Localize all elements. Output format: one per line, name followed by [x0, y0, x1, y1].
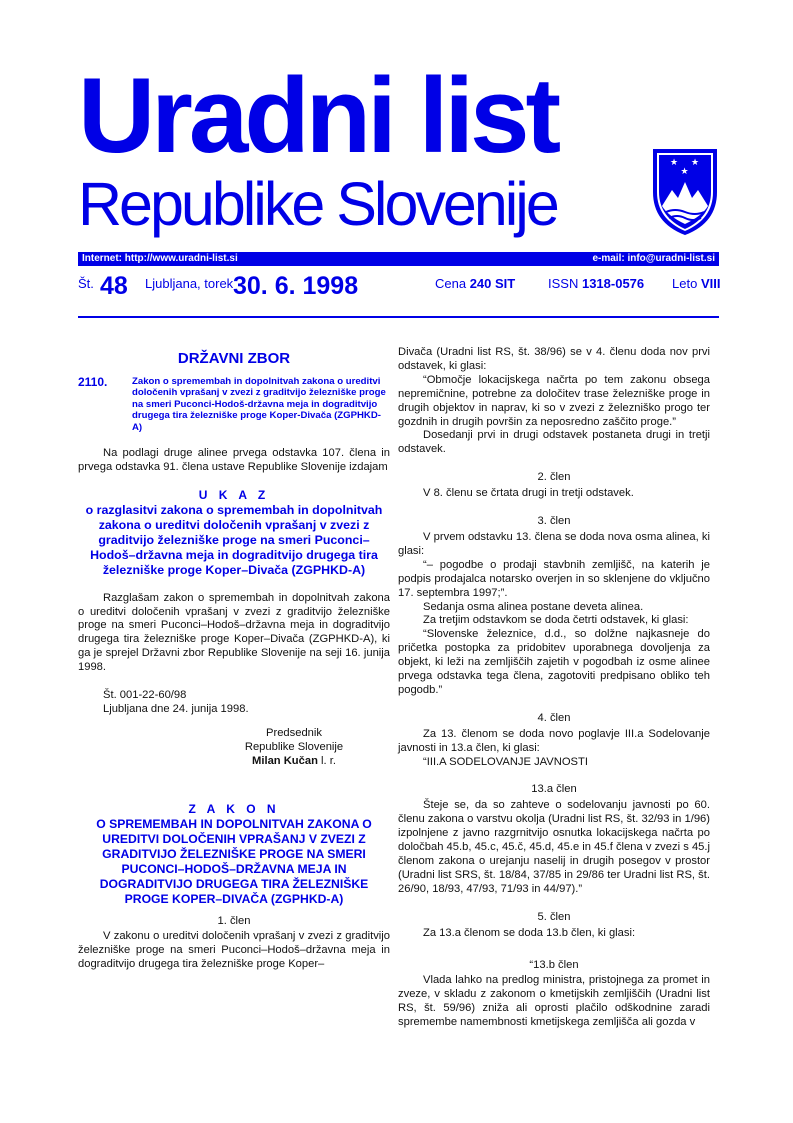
zakon-title: O SPREMEMBAH IN DOPOLNITVAH ZAKONA O UREDITVI DOLOČENIH VPRAŠANJ V ZVEZI Z GRADITVIJO ŽELEZNIŠKE PROGE NA SMERI PUCONCI–HODOŠ–DRŽAVNA MEJA IN DOGRADITVIJO DRUGEGA TIRA ŽELEZNIŠKE PROGE KOPER–DIVAČA (ZGPHKD-A) [96, 816, 372, 906]
svg-text:★: ★ [691, 158, 700, 168]
article-1-text: V zakonu o ureditvi določenih vprašanj v zvezi z graditvijo železniške proge na smeri Puconci–Hodoš–državna meja in dograditvijo drugega tira železniške proge Koper– [78, 930, 390, 971]
issue-number: 48 [100, 272, 128, 300]
article-4-heading: 4. člen [537, 711, 571, 724]
zakon-heading: Z A K O N [188, 801, 280, 816]
ukaz-title: o razglasitvi zakona o spremembah in dopolnitvah zakona o ureditvi določenih vprašanj v zvezi z graditvijo železniške proge na smeri Puconci–Hodoš–državna meja in dograditvijo drugega tira železniške proge Koper–Divača (ZGPHKD-A) [85, 502, 383, 577]
article-1-continued: Divača (Uradni list RS, št. 38/96) se v 4. členu doda nov prvi odstavek, ki glasi: [398, 346, 710, 372]
act-number: 2110. [78, 374, 108, 389]
issn-value: 1318-0576 [581, 276, 645, 291]
article-4-p2: “III.A SODELOVANJE JAVNOSTI [423, 755, 588, 768]
masthead-subtitle: Republike Slovenije [78, 170, 557, 238]
left-column [78, 346, 390, 972]
article-5-text: Za 13.a členom se doda 13.b člen, ki glasi: [423, 926, 636, 939]
article-3-heading: 3. člen [537, 515, 571, 528]
issn-label: ISSN [548, 276, 579, 291]
signature-org: Republike Slovenije [244, 740, 344, 753]
article-13a-heading: 13.a člen [531, 783, 577, 796]
article-13a-text: Šteje se, da so zahteve o sodelovanju javnosti po 60. členu zakona o varstvu okolja (Uradni list RS, št. 32/93 in 1/96) izpolnjene z javno razgrnitvijo osnutka lokacijskega načrta po določbah 45.b, 45.c, 45.č, 45.d, 45.e in 45.f člena v zvezi s 45.j členom zakona o urejanju naselij in drugih posegov v prostor (Uradni list SRS, št. 18/84, 37/85 in 29/86 ter Uradni list RS, št. 26/90, 18/93, 47/93, 71/93 in 44/97).” [398, 799, 710, 895]
signature-name: Milan Kučan [252, 754, 318, 767]
issue-date: 30. 6. 1998 [233, 272, 359, 300]
article-3-p3: Sedanja osma alinea postane deveta alinea. [423, 600, 644, 613]
email-link[interactable]: e-mail: info@uradni-list.si [592, 253, 715, 264]
issue-number-label: Št. [78, 276, 94, 291]
issue-info-row [78, 270, 719, 304]
article-1-heading: 1. člen [217, 914, 251, 927]
article-3-p2: “– pogodbe o prodaji stavbnih zemljišč, na katerih je podpis prodajalca notarsko overjen in so sklenjene do vključno 17. septembra 1997;”. [398, 558, 710, 599]
section-heading: DRŽAVNI ZBOR [177, 350, 291, 367]
signature-block [78, 727, 364, 769]
article-5-heading: 5. člen [537, 910, 571, 923]
article-2-heading: 2. člen [537, 471, 571, 484]
preamble: Na podlagi druge alinee prvega odstavka 107. člena in prvega odstavka 91. člena ustave Republike Slovenije izdajam [78, 446, 390, 473]
year-value: VIII [700, 276, 721, 291]
act-header [78, 376, 390, 433]
article-4-p1: Za 13. členom se doda novo poglavje III.a Sodelovanje javnosti in 13.a člen, ki glasi: [398, 727, 710, 754]
issue-price [435, 276, 515, 291]
svg-text:★: ★ [680, 167, 689, 177]
article-3-p1: V prvem odstavku 13. člena se doda nova osma alinea, ki glasi: [398, 530, 710, 557]
signature-line [224, 755, 364, 769]
signing-date: Ljubljana dne 24. junija 1998. [103, 703, 249, 715]
right-column [398, 346, 710, 1030]
issue-year [672, 276, 720, 291]
price-label: Cena [435, 276, 467, 291]
slovenia-coat-of-arms-icon [650, 146, 720, 238]
article-1-closing: Dosedanji prvi in drugi odstavek postaneta drugi in tretji odstavek. [398, 429, 710, 456]
signature-role: Predsednik [266, 726, 322, 739]
article-1-quote: “Območje lokacijskega načrta po tem zakonu obsega nepremičnine, potrebne za določitev trase železniške proge in drugih objektov in naprav, ki so v zvezi z železniško progo ter gozdnih in drugih površin za neposredno zaščito proge.” [398, 373, 710, 428]
article-13b-heading: “13.b člen [529, 958, 579, 971]
issue-issn [548, 276, 644, 291]
reference-number: Št. 001-22-60/98 [103, 689, 187, 702]
masthead-title: Uradni list [78, 55, 558, 175]
act-title: Zakon o spremembah in dopolnitvah zakona o ureditvi določenih vprašanj v zvezi z graditvijo železniške proge na smeri Puconci-Hodoš-državna meja in dograditvijo drugega tira železniške proge Koper-Divača (ZGPHKD-A) [132, 375, 386, 433]
promulgation-text: Razglašam zakon o spremembah in dopolnitvah zakona o ureditvi določenih vprašanj v zvezi z graditvijo železniške proge na smeri Puconci–Hodoš–državna meja in dograditvijo drugega tira železniške proge Koper–Divača (ZGPHKD-A), ki ga je sprejel Državni zbor Republike Slovenije na seji 16. junija 1998. [78, 591, 390, 674]
signature-suffix: l. r. [317, 754, 336, 767]
article-2-text: V 8. členu se črtata drugi in tretji odstavek. [423, 487, 634, 500]
article-13b-text: Vlada lahko na predlog ministra, pristojnega za promet in zveze, v skladu z zakonom o kmetijskih zemljiščih (Uradni list RS, št. 59/96) zniža ali oprosti plačilo odškodnine zaradi spremembe namembnosti kmetijskega zemljišča ali gozda v [398, 974, 710, 1029]
article-3-p4: Za tretjim odstavkom se doda četrti odstavek, ki glasi: [423, 614, 689, 627]
internet-link[interactable]: Internet: http://www.uradni-list.si [82, 253, 238, 264]
contact-bar [78, 252, 719, 266]
issue-place-day: Ljubljana, torek [145, 276, 234, 291]
svg-text:★: ★ [670, 158, 679, 168]
year-label: Leto [672, 276, 698, 291]
header-divider [78, 316, 719, 318]
price-value: 240 SIT [469, 276, 516, 291]
article-3-p5: “Slovenske železnice, d.d., so dolžne najkasneje do pričetka postopka za pridobitev uporabnega dovoljenja za objekt, ki leži na zemljiščih zajetih v pogodbah iz osme alinee prvega odstavka tega člena, zagotoviti predpisano obliko teh pogodb.” [398, 628, 710, 696]
ukaz-heading: U K A Z [198, 487, 270, 502]
